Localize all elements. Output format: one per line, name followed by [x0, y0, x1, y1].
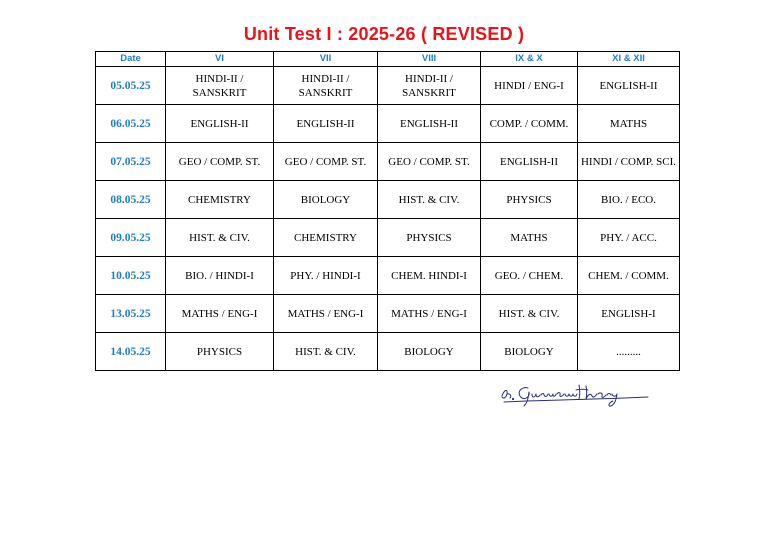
- subject-cell: BIOLOGY: [378, 333, 481, 371]
- subject-cell: GEO / COMP. ST.: [166, 143, 274, 181]
- header-row: [96, 52, 680, 67]
- subject-cell: GEO. / CHEM.: [481, 257, 578, 295]
- subject-cell: PHY. / HINDI-I: [274, 257, 378, 295]
- subject-cell: PHYSICS: [166, 333, 274, 371]
- subject-cell: CHEM. / COMM.: [578, 257, 680, 295]
- date-cell: 13.05.25: [96, 295, 166, 333]
- subject-cell: MATHS / ENG-I: [166, 295, 274, 333]
- subject-cell: CHEMISTRY: [166, 181, 274, 219]
- header-class-viii: VIII: [378, 52, 481, 67]
- date-cell: 08.05.25: [96, 181, 166, 219]
- date-cell: 09.05.25: [96, 219, 166, 257]
- signature: [498, 380, 658, 410]
- table-row: [96, 67, 680, 105]
- subject-cell: PHY. / ACC.: [578, 219, 680, 257]
- table-row: [96, 219, 680, 257]
- header-class-vi: VI: [166, 52, 274, 67]
- subject-cell: ENGLISH-II: [378, 105, 481, 143]
- table-row: [96, 105, 680, 143]
- header-date: Date: [96, 52, 166, 67]
- table-row: [96, 257, 680, 295]
- subject-cell: HINDI-II / SANSKRIT: [378, 67, 481, 105]
- subject-cell: PHYSICS: [378, 219, 481, 257]
- subject-cell: MATHS: [578, 105, 680, 143]
- subject-cell: GEO / COMP. ST.: [378, 143, 481, 181]
- table-row: [96, 181, 680, 219]
- subject-cell: HIST. & CIV.: [166, 219, 274, 257]
- subject-cell: BIOLOGY: [481, 333, 578, 371]
- subject-cell: BIO. / HINDI-I: [166, 257, 274, 295]
- subject-cell: PHYSICS: [481, 181, 578, 219]
- date-cell: 14.05.25: [96, 333, 166, 371]
- subject-cell: HIST. & CIV.: [274, 333, 378, 371]
- subject-cell: CHEMISTRY: [274, 219, 378, 257]
- subject-cell: ENGLISH-II: [166, 105, 274, 143]
- header-class-xi-xii: XI & XII: [578, 52, 680, 67]
- date-cell: 10.05.25: [96, 257, 166, 295]
- date-cell: 05.05.25: [96, 67, 166, 105]
- page-title: Unit Test I : 2025-26 ( REVISED ): [243, 24, 525, 44]
- subject-cell: GEO / COMP. ST.: [274, 143, 378, 181]
- subject-cell: MATHS / ENG-I: [378, 295, 481, 333]
- subject-cell: HINDI / ENG-I: [481, 67, 578, 105]
- subject-cell: ENGLISH-II: [481, 143, 578, 181]
- subject-cell: ENGLISH-II: [274, 105, 378, 143]
- subject-cell: ENGLISH-I: [578, 295, 680, 333]
- date-cell: 07.05.25: [96, 143, 166, 181]
- subject-cell: COMP. / COMM.: [481, 105, 578, 143]
- subject-cell: HIST. & CIV.: [378, 181, 481, 219]
- header-class-vii: VII: [274, 52, 378, 67]
- subject-cell: HIST. & CIV.: [481, 295, 578, 333]
- table-row: [96, 333, 680, 371]
- table-row: [96, 295, 680, 333]
- subject-cell: BIOLOGY: [274, 181, 378, 219]
- subject-cell: MATHS: [481, 219, 578, 257]
- subject-cell: BIO. / ECO.: [578, 181, 680, 219]
- table-row: [96, 143, 680, 181]
- header-class-ix-x: IX & X: [481, 52, 578, 67]
- exam-schedule-table: [95, 51, 680, 371]
- subject-cell: HINDI-II / SANSKRIT: [166, 67, 274, 105]
- subject-cell: ENGLISH-II: [578, 67, 680, 105]
- subject-cell: HINDI / COMP. SCI.: [578, 143, 680, 181]
- subject-cell: HINDI-II / SANSKRIT: [274, 67, 378, 105]
- subject-cell: CHEM. HINDI-I: [378, 257, 481, 295]
- subject-cell: .........: [578, 333, 680, 371]
- subject-cell: MATHS / ENG-I: [274, 295, 378, 333]
- date-cell: 06.05.25: [96, 105, 166, 143]
